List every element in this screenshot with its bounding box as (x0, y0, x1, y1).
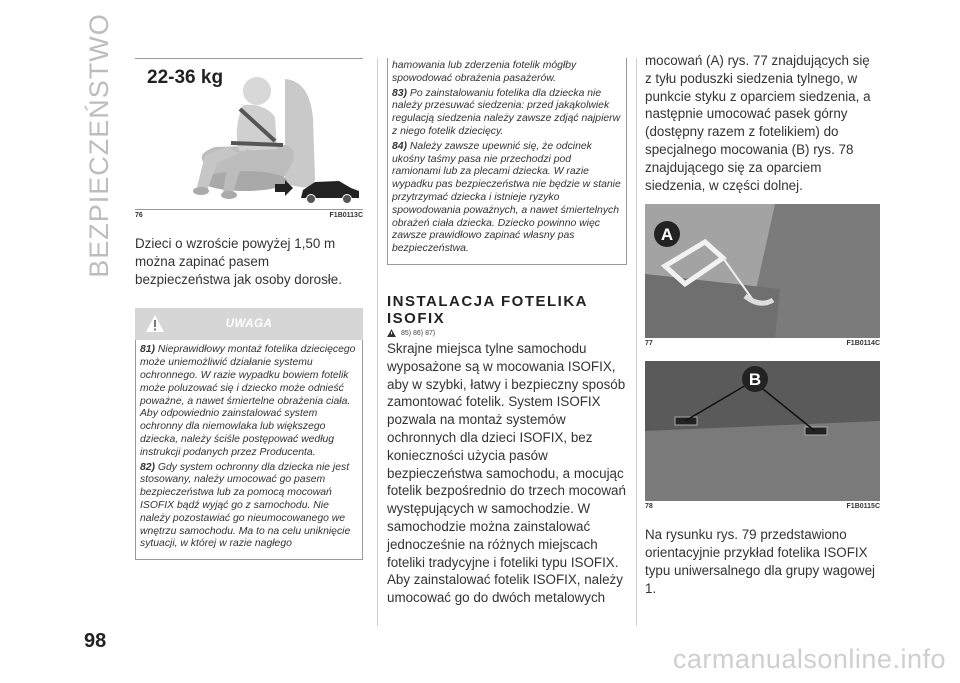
figure-code: F1B0114C (846, 340, 880, 348)
warning-item-text: Po zainstalowaniu fotelika dla dziecka nie należy przesuwać siedzenia: przed jakąkolwiek regulacją siedzenia należy zawsze zdjąć najpierw z niego fotelik dziecięcy. (392, 87, 621, 137)
warning-header (135, 308, 363, 340)
warning-item-81 (140, 344, 358, 459)
column-2 (387, 58, 627, 607)
body-paragraph: mocowań (A) rys. 77 znajdujących się z tyłu poduszki siedzenia tylnego, w punkcie styku z oparciem siedzenia, a następnie umocować pasek górny (dostępny razem z fotelikiem) do specjalnego mocowania (B) rys. 78 znajdującego się za oparciem siedzenia, w części dolnej. (645, 53, 871, 193)
warning-item-84 (392, 141, 622, 256)
body-paragraph: Dzieci o wzroście powyżej 1,50 m można zapinać pasem bezpieczeństwa jak osoby dorosłe. (135, 236, 342, 287)
warning-item-number: 84) (392, 140, 408, 152)
column-divider (377, 58, 378, 626)
warning-item-text: Gdy system ochronny dla dziecka nie jest stosowany, należy umocować go pasem bezpieczeństwa lub za pomocą mocowań ISOFIX bądź wyjąć go z samochodu. Nie należy pozostawiać go nieumocowanego we wnętrzu samochodu. Ma to na celu uniknięcie sytuacji, w której w razie nagłego (140, 461, 351, 550)
warning-item-number: 81) (140, 344, 156, 356)
top-tether-anchor-photo (645, 361, 880, 501)
weight-group-label: 22-36 kg (147, 67, 224, 88)
warning-item-text: Nieprawidłowy montaż fotelika dziecięcego może uniemożliwić działanie systemu ochronnego. W razie wypadku bowiem fotelik może poluzować się i dziecko może odnieść poważne, a nawet śmiertelne obrażenia ciała. Aby odpowiednio zainstalować system ochronny dla niemowlaka lub większego dziecka, należy ściśle postępować według instrukcji podanych przez Producenta. (140, 344, 356, 458)
figure-78 (645, 361, 880, 501)
warning-item-82 (140, 462, 358, 552)
reference-numbers: 85) 86) 87) (400, 329, 436, 337)
warning-triangle-icon (145, 314, 165, 334)
figure-number: 78 (645, 503, 653, 511)
figure-77-caption (645, 338, 880, 347)
figure-76-caption (135, 209, 363, 219)
warning-box-continued (387, 58, 627, 265)
callout-label: A (660, 225, 674, 245)
figure-code: F1B0115C (846, 503, 880, 511)
warning-triangle-icon (387, 329, 396, 337)
figure-77 (645, 204, 880, 338)
figure-76 (135, 58, 363, 209)
watermark: carmanualsonline.info (672, 644, 946, 674)
column-divider (636, 58, 637, 626)
figure-78-caption (645, 501, 880, 510)
warning-item-83 (392, 88, 622, 139)
figure-code: F1B0113C (329, 212, 363, 219)
warning-references (387, 329, 627, 337)
warning-item-number: 82) (140, 461, 156, 473)
column-3 (645, 52, 880, 598)
warning-box (135, 340, 363, 560)
figure-number: 77 (645, 340, 653, 348)
body-paragraph: Na rysunku rys. 79 przedstawiono orientacyjnie przykład fotelika ISOFIX typu uniwersalnego dla grupy wagowej 1. (645, 527, 876, 596)
warning-item-number: 83) (392, 87, 408, 99)
warning-title: UWAGA (225, 318, 273, 331)
isofix-anchor-photo (645, 204, 880, 338)
callout-label: B (748, 370, 762, 390)
warning-lead-text: hamowania lub zderzenia fotelik mógłby spowodować obrażenia pasażerów. (392, 60, 577, 84)
warning-item-text: Należy zawsze upewnić się, że odcinek ukośny taśmy pasa nie przechodzi pod ramionami lub za plecami dziecka. W razie wypadku pas bezpieczeństwa nie będzie w stanie przytrzymać dziecka i istnieje ryzyko spowodowania poważnych, a nawet śmiertelnych obrażeń ciała dziecka. Dziecko powinno więc zawsze prawidłowo zapinać własny pas bezpieczeństwa. (392, 140, 621, 255)
body-paragraph: Skrajne miejsca tylne samochodu wyposażone są w mocowania ISOFIX, aby w szybki, łatwy i bezpieczny sposób zamontować fotelik. System ISOFIX pozwala na montaż systemów ochronnych dla dzieci ISOFIX, bez konieczności użycia pasów bezpieczeństwa samochodu, a mocując fotelik bezpośrednio do trzech mocowań występujących w samochodzie. W samochodzie można zainstalować jednocześnie na różnych miejscach foteliki tradycyjne i foteliki typu ISOFIX. Aby zainstalować fotelik ISOFIX, należy umocować go do dwóch metalowych (387, 340, 626, 606)
page-number: 98 (84, 630, 107, 652)
figure-number: 76 (135, 212, 143, 219)
column-1 (135, 58, 363, 560)
car-silhouette-icon (273, 174, 363, 206)
side-title-text: BEZPIECZEŃSTWO (83, 12, 114, 278)
section-heading: INSTALACJA FOTELIKA ISOFIX (387, 292, 588, 327)
section-side-title (83, 12, 114, 278)
